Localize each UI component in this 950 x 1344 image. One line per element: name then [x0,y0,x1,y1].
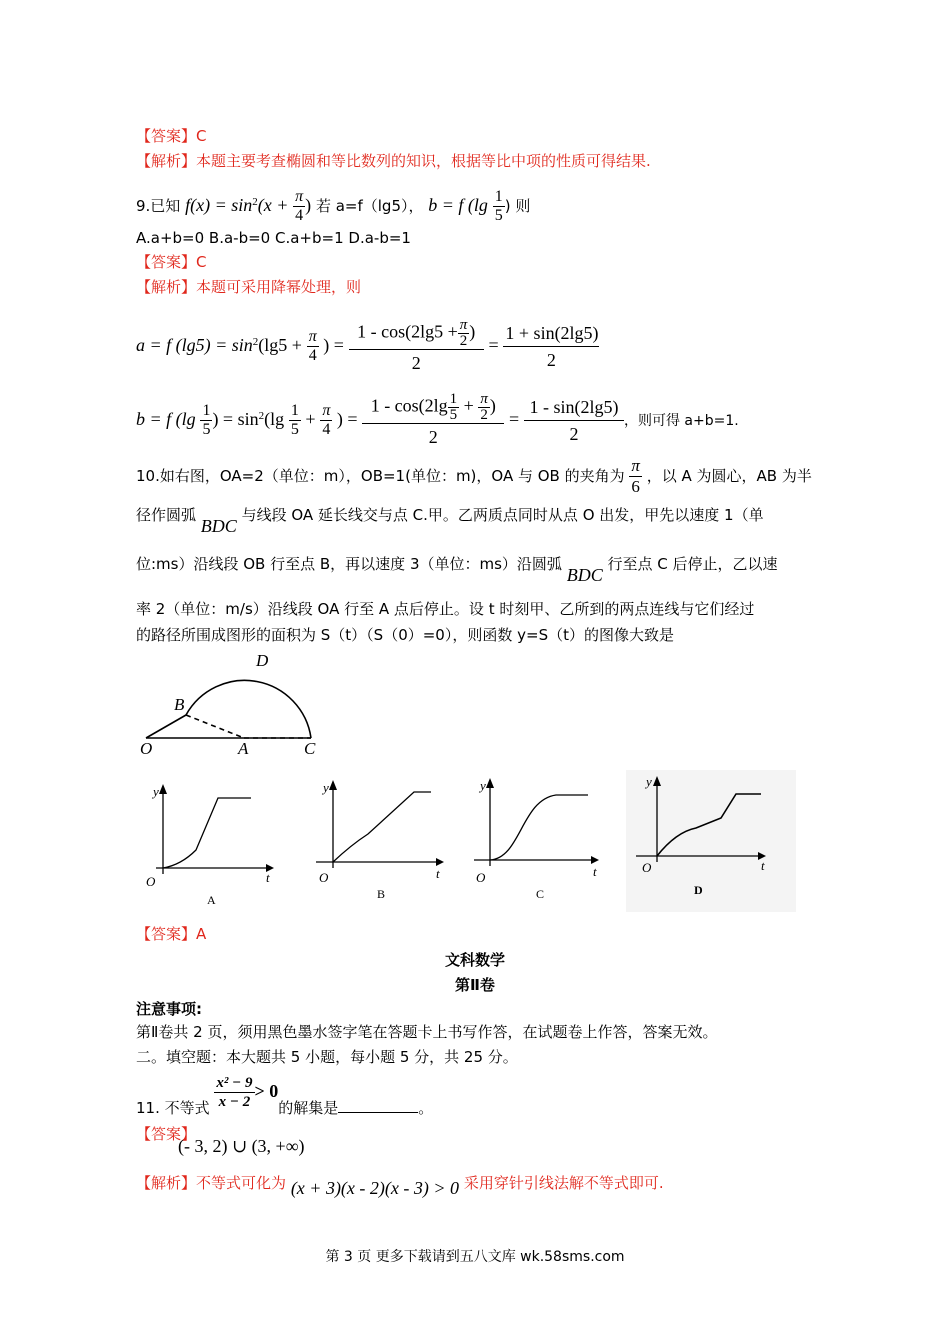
q9-analysis: 【解析】本题可采用降幂处理，则 [136,278,362,296]
q11-answer: 【答案】 (- 3, 2) ∪ (3, +∞) [136,1125,305,1156]
svg-text:t: t [593,864,597,879]
q11-analysis: 【解析】不等式可化为 (x + 3)(x - 2)(x - 3) > 0 采用穿针引线法解不等式即可. [136,1174,664,1198]
graph-b [316,780,444,901]
question-10-line5: 的路径所围成图形的面积为 S（t）（S（0）=0），则函数 y=S（t）的图像大致是 [136,626,674,644]
analysis-tag: 【解析】 [136,152,197,170]
q9-answer: 【答案】C [136,253,207,271]
svg-text:O: O [140,739,153,758]
analysis-line-8 [136,151,651,171]
blank-line [338,1112,418,1113]
q11-fraction: $\frac{\text{x² − 9}}{x - 2}$ [216,1075,253,1110]
svg-text:B: B [377,887,386,901]
question-10-line3: 位:ms）沿线段 OB 行至点 B，再以速度 3（单位：ms）沿圆弧 BDC 行至点 C 后停止，乙以速 [136,555,778,585]
svg-text:y: y [646,774,652,789]
q9-then: ) 则 [504,197,531,215]
svg-text:O: O [319,870,329,885]
analysis-text: 本题主要考查椭圆和等比数列的知识，根据等比中项的性质可得结果. [196,152,651,170]
svg-text:y: y [323,780,329,795]
q9-pi-over-4: $\frac{\pi}{4}$ [295,188,304,224]
answer-value: C [196,127,207,145]
svg-text:t: t [761,858,765,873]
svg-text:t: t [436,866,440,881]
svg-text:B: B [174,695,185,714]
question-9 [136,180,530,224]
q9-options: A.a+b=0 B.a-b=0 C.a+b=1 D.a-b=1 [136,229,411,247]
question-10-line1: 10.如右图，OA=2（单位：m），OB=1(单位：m)，OA 与 OB 的夹角为 $\frac{\pi}{6}$ ，以 A 为圆心，AB 为半 [136,456,812,496]
svg-text:A: A [207,893,216,907]
q9-one-fifth: $\frac{1}{5}$ [494,188,503,224]
svg-text:D: D [694,883,703,897]
svg-text:C: C [304,739,316,758]
notice-heading: 注意事项: [136,1000,202,1018]
svg-text:O: O [642,860,652,875]
svg-text:C: C [536,887,545,901]
q9-arg: (x + [257,195,289,215]
section-subtitle: 第Ⅱ卷 [455,976,495,994]
part2-heading: 二。填空题：本大题共 5 小题，每小题 5 分，共 25 分。 [136,1048,518,1066]
option-graphs [136,770,796,912]
q9-close: ) [305,195,312,215]
svg-text:O: O [476,870,486,885]
notice-text: 第Ⅱ卷共 2 页，须用黑色墨水签字笔在答题卡上书写作答，在试题卷上作答，答案无效。 [136,1023,718,1041]
svg-text:t: t [266,870,270,885]
svg-text:O: O [146,874,156,889]
question-10-line2: 径作圆弧 BDC 与线段 OA 延长线交与点 C.甲。乙两质点同时从点 O 出发，甲先以速度 1（单 [136,506,764,536]
svg-text:A: A [238,739,249,758]
svg-text:y: y [480,778,486,793]
page-footer: 第 3 页 更多下载请到五八文库 wk.58sms.com [325,1249,625,1265]
arc-bdc: BDC [200,516,237,536]
q9-equation-b: b = f (lg $\frac{1}{5}$ ) = $\sin^2(\lg$ $\frac{1}{5}$ + $\frac{\pi}{4}$ ) = 1 - cos(2lg $\frac{1}{5}$ + $\frac{\pi}{2}$ ) 2 = $\frac{1 - \sin(2\lg 5)}{2}$ ，则可得 a+b=1. [136,390,739,447]
q9-cond-a: 若 a=f（lg5）， [315,197,424,215]
question-11: 11. 不等式 $\frac{\text{x² − 9}}{x - 2}$ > 0的解集是 。 [136,1075,434,1117]
geometry-figure [136,648,336,760]
q9-prefix: 9.已知 [136,197,181,215]
svg-text:y: y [153,784,159,799]
q10-answer: 【答案】A [136,925,207,943]
answer-line-8 [136,126,207,146]
graph-a [146,784,274,907]
question-10-line4: 率 2（单位：m/s）沿线段 OA 行至 A 点后停止。设 t 时刻甲、乙所到的两点连线与它们经过 [136,600,755,618]
q9-cond-b: b = f (lg [428,195,488,215]
svg-text:D: D [256,651,269,670]
q9-sq: 2 [252,196,258,208]
answer-tag: 【答案】 [136,127,197,145]
q9-equation-a: a = f $(\lg 5) = \sin^2(\lg 5$ + $\frac{\pi}{4}$ ) = 1 - cos(2lg5 + $\frac{\pi}{2}$ ) 2 = $\frac{1 + \sin(2\lg 5)}{2}$ [136,316,599,373]
section-title: 文科数学 [444,951,505,969]
q9-func: f(x) = sin [185,195,253,215]
graph-c [474,778,599,901]
